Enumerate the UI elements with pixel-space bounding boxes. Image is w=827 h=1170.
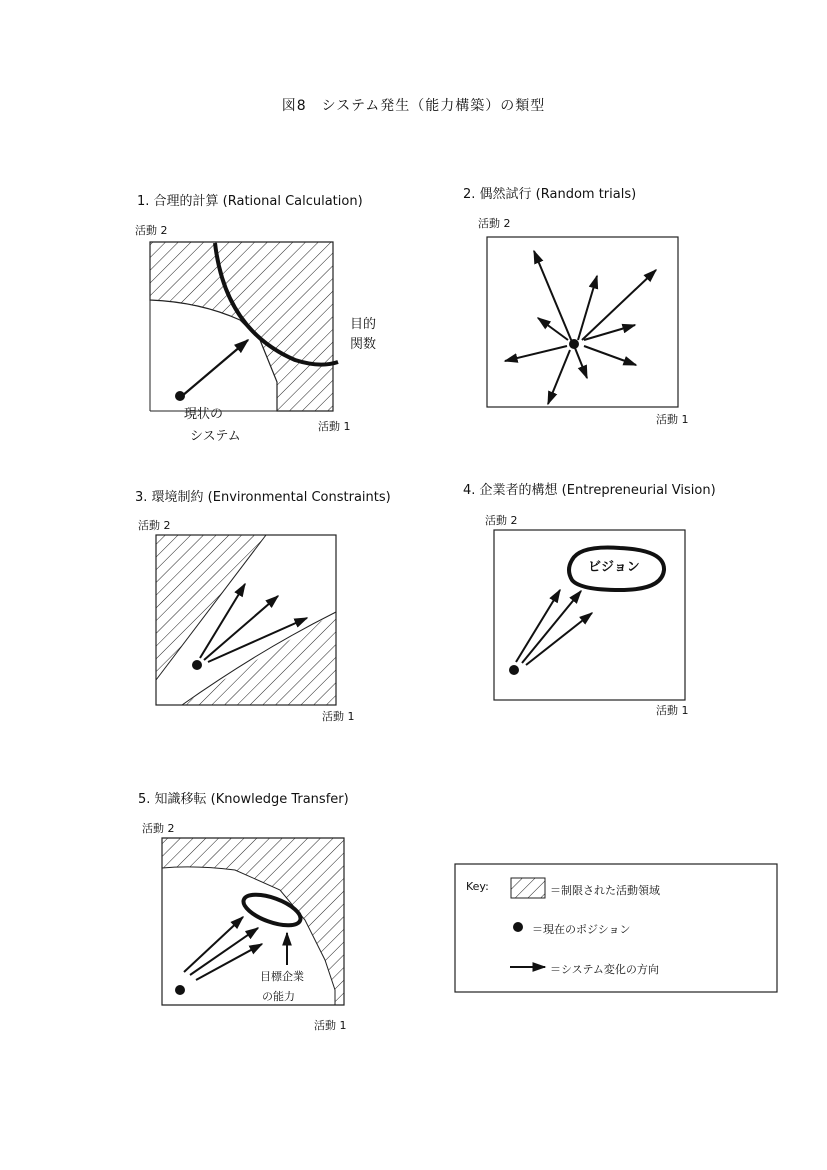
key-item-constrained: ＝制限された活動領域 [550,884,660,897]
panel-1-constraint-region [150,242,333,411]
target-label-line2: の能力 [262,990,295,1003]
panel-2-heading: 2. 偶然試行 (Random trials) [463,187,637,202]
panel-4-current-position [509,665,519,675]
panel-5-diagram [162,838,344,1005]
panel-5-heading: 5. 知識移転 (Knowledge Transfer) [138,792,349,807]
panel-1-y-axis: 活動 2 [135,224,168,237]
key-item-position: ＝現在のポジション [532,923,631,936]
figure-title: 図8 システム発生（能力構築）の類型 [281,98,546,114]
random-arrow-4 [584,325,635,340]
random-arrow-6 [575,348,587,378]
panel-3-diagram [156,535,336,705]
panel-1-current-position [175,391,185,401]
panel-4-arrow-2 [522,591,581,663]
panel-2-diagram [487,237,678,407]
key-hatch-swatch [511,878,545,898]
panel-4-diagram [494,530,685,700]
panel-3-current-position [192,660,202,670]
key-heading: Key: [466,880,489,893]
panel-3-arrow-2 [204,596,278,660]
random-arrow-7 [548,350,570,404]
panel-1-change-arrow [182,340,248,396]
key-box [455,864,777,992]
panel-1-objective-line1: 目的 [350,317,377,332]
random-arrow-8 [505,346,567,361]
panel-2-x-axis: 活動 1 [656,413,689,426]
panel-5-arrow-3 [196,944,262,980]
panel-1-objective-line2: 関数 [350,337,377,352]
panel-1-heading: 1. 合理的計算 (Rational Calculation) [137,194,363,209]
random-arrow-2 [578,276,597,340]
panel-1-current-line1: 現状の [184,407,224,422]
key-position-dot [513,922,523,932]
panel-3-x-axis: 活動 1 [322,710,355,723]
panel-3-y-axis: 活動 2 [138,519,171,532]
panel-1-x-axis: 活動 1 [318,420,351,433]
panel-5-constraint-region [162,838,344,1005]
target-label-line1: 目標企業 [260,970,304,983]
panel-4-x-axis: 活動 1 [656,704,689,717]
panel-4-y-axis: 活動 2 [485,514,518,527]
panel-1-current-line2: システム [190,429,241,444]
panel-4-arrow-3 [526,613,592,665]
random-arrow-5 [584,346,636,365]
panel-1-diagram [150,242,338,411]
vision-ellipse [569,548,664,591]
panel-5-y-axis: 活動 2 [142,822,175,835]
panel-2-current-position [569,339,579,349]
panel-2-y-axis: 活動 2 [478,217,511,230]
key-item-direction: ＝システム変化の方向 [550,963,659,976]
panel-4-heading: 4. 企業者的構想 (Entrepreneurial Vision) [463,483,716,498]
panel-5-current-position [175,985,185,995]
panel-5-x-axis: 活動 1 [314,1019,347,1032]
vision-label: ビジョン [588,560,640,575]
panel-3-heading: 3. 環境制約 (Environmental Constraints) [135,490,391,505]
